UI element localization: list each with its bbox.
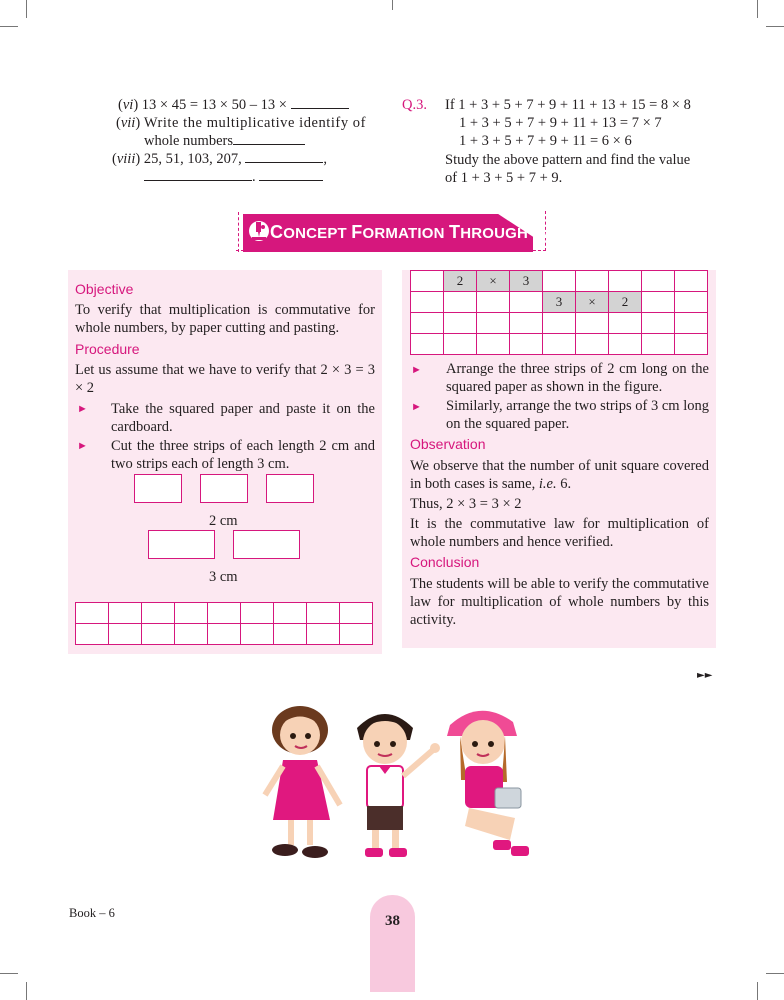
- observation-heading: Observation: [410, 436, 486, 452]
- q3-label: Q.3.: [402, 97, 427, 113]
- girl-walking-figure: [265, 706, 340, 858]
- microscope-icon: [247, 218, 271, 246]
- procedure-bullet-1: Take the squared paper and paste it on the cardboard.: [111, 401, 375, 435]
- strip-2cm: [134, 474, 182, 503]
- girl-with-tablet-figure: [447, 711, 529, 856]
- procedure-heading: Procedure: [75, 341, 140, 357]
- crop-mark: [757, 0, 758, 18]
- procedure-text: Let us assume that we have to verify that 2 × 3 = 3 × 2: [75, 362, 375, 396]
- strip-3cm: [148, 530, 215, 559]
- crop-mark: [392, 0, 393, 10]
- crop-mark: [26, 982, 27, 1000]
- page-number: 38: [385, 913, 400, 929]
- banner-title: CONCEPT FORMATION THROUGH LAB: [270, 222, 566, 242]
- crop-mark: [26, 0, 27, 18]
- label-3cm: 3 cm: [209, 569, 238, 585]
- law-text: It is the commutative law for multiplication of whole numbers and hence verified.: [410, 516, 709, 550]
- exercise-vii: (vii) Write the multiplicative identify of whole numbers: [116, 115, 366, 149]
- squared-paper-empty: [75, 602, 373, 645]
- strip-2cm: [200, 474, 248, 503]
- arrange-bullet-1: Arrange the three strips of 2 cm long on the squared paper as shown in the figure.: [446, 361, 709, 395]
- conclusion-text: The students will be able to verify the commutative law for multiplication of whole numbers by this activity.: [410, 576, 709, 628]
- children-illustration: [255, 700, 540, 875]
- arrange-bullet-2: Similarly, arrange the two strips of 3 cm long on the squared paper.: [446, 398, 709, 432]
- bullet-arrow-icon: ►: [77, 440, 88, 452]
- q3-body: If 1 + 3 + 5 + 7 + 9 + 11 + 13 + 15 = 8 × 8 1 + 3 + 5 + 7 + 9 + 11 + 13 = 7 × 7 1 + 3 + 5 + 7 + 9 + 11 = 6 × 6 Study the above pattern and find the value of 1 + 3 + 5 + 7 + 9.: [445, 97, 691, 186]
- conclusion-heading: Conclusion: [410, 554, 480, 570]
- boy-waving-figure: [357, 714, 440, 857]
- crop-mark: [757, 982, 758, 1000]
- exercise-viii: (viii) 25, 51, 103, 207, , .: [112, 151, 327, 185]
- crop-mark: [0, 26, 18, 27]
- bullet-arrow-icon: ►: [411, 364, 422, 376]
- page-number-tab: [370, 895, 415, 992]
- objective-heading: Objective: [75, 281, 134, 297]
- strip-2cm: [266, 474, 314, 503]
- crop-mark: [766, 973, 784, 974]
- book-label: Book – 6: [69, 906, 115, 920]
- thus-text: Thus, 2 × 3 = 3 × 2: [410, 496, 522, 512]
- bullet-arrow-icon: ►: [77, 403, 88, 415]
- exercise-vi: (vi) 13 × 45 = 13 × 50 – 13 ×: [118, 96, 388, 114]
- strip-3cm: [233, 530, 300, 559]
- label-2cm: 2 cm: [209, 513, 238, 529]
- crop-mark: [766, 26, 784, 27]
- crop-mark: [0, 973, 18, 974]
- procedure-bullet-2: Cut the three strips of each length 2 cm and two strips each of length 3 cm.: [111, 438, 375, 472]
- next-page-arrow-icon: ►►: [697, 670, 713, 681]
- squared-paper-arranged: 2 × 3 3 × 2: [410, 270, 708, 355]
- observation-text: We observe that the number of unit square covered in both cases is same, i.e. 6.: [410, 458, 709, 492]
- objective-text: To verify that multiplication is commutative for whole numbers, by paper cutting and pasting.: [75, 302, 375, 336]
- bullet-arrow-icon: ►: [411, 401, 422, 413]
